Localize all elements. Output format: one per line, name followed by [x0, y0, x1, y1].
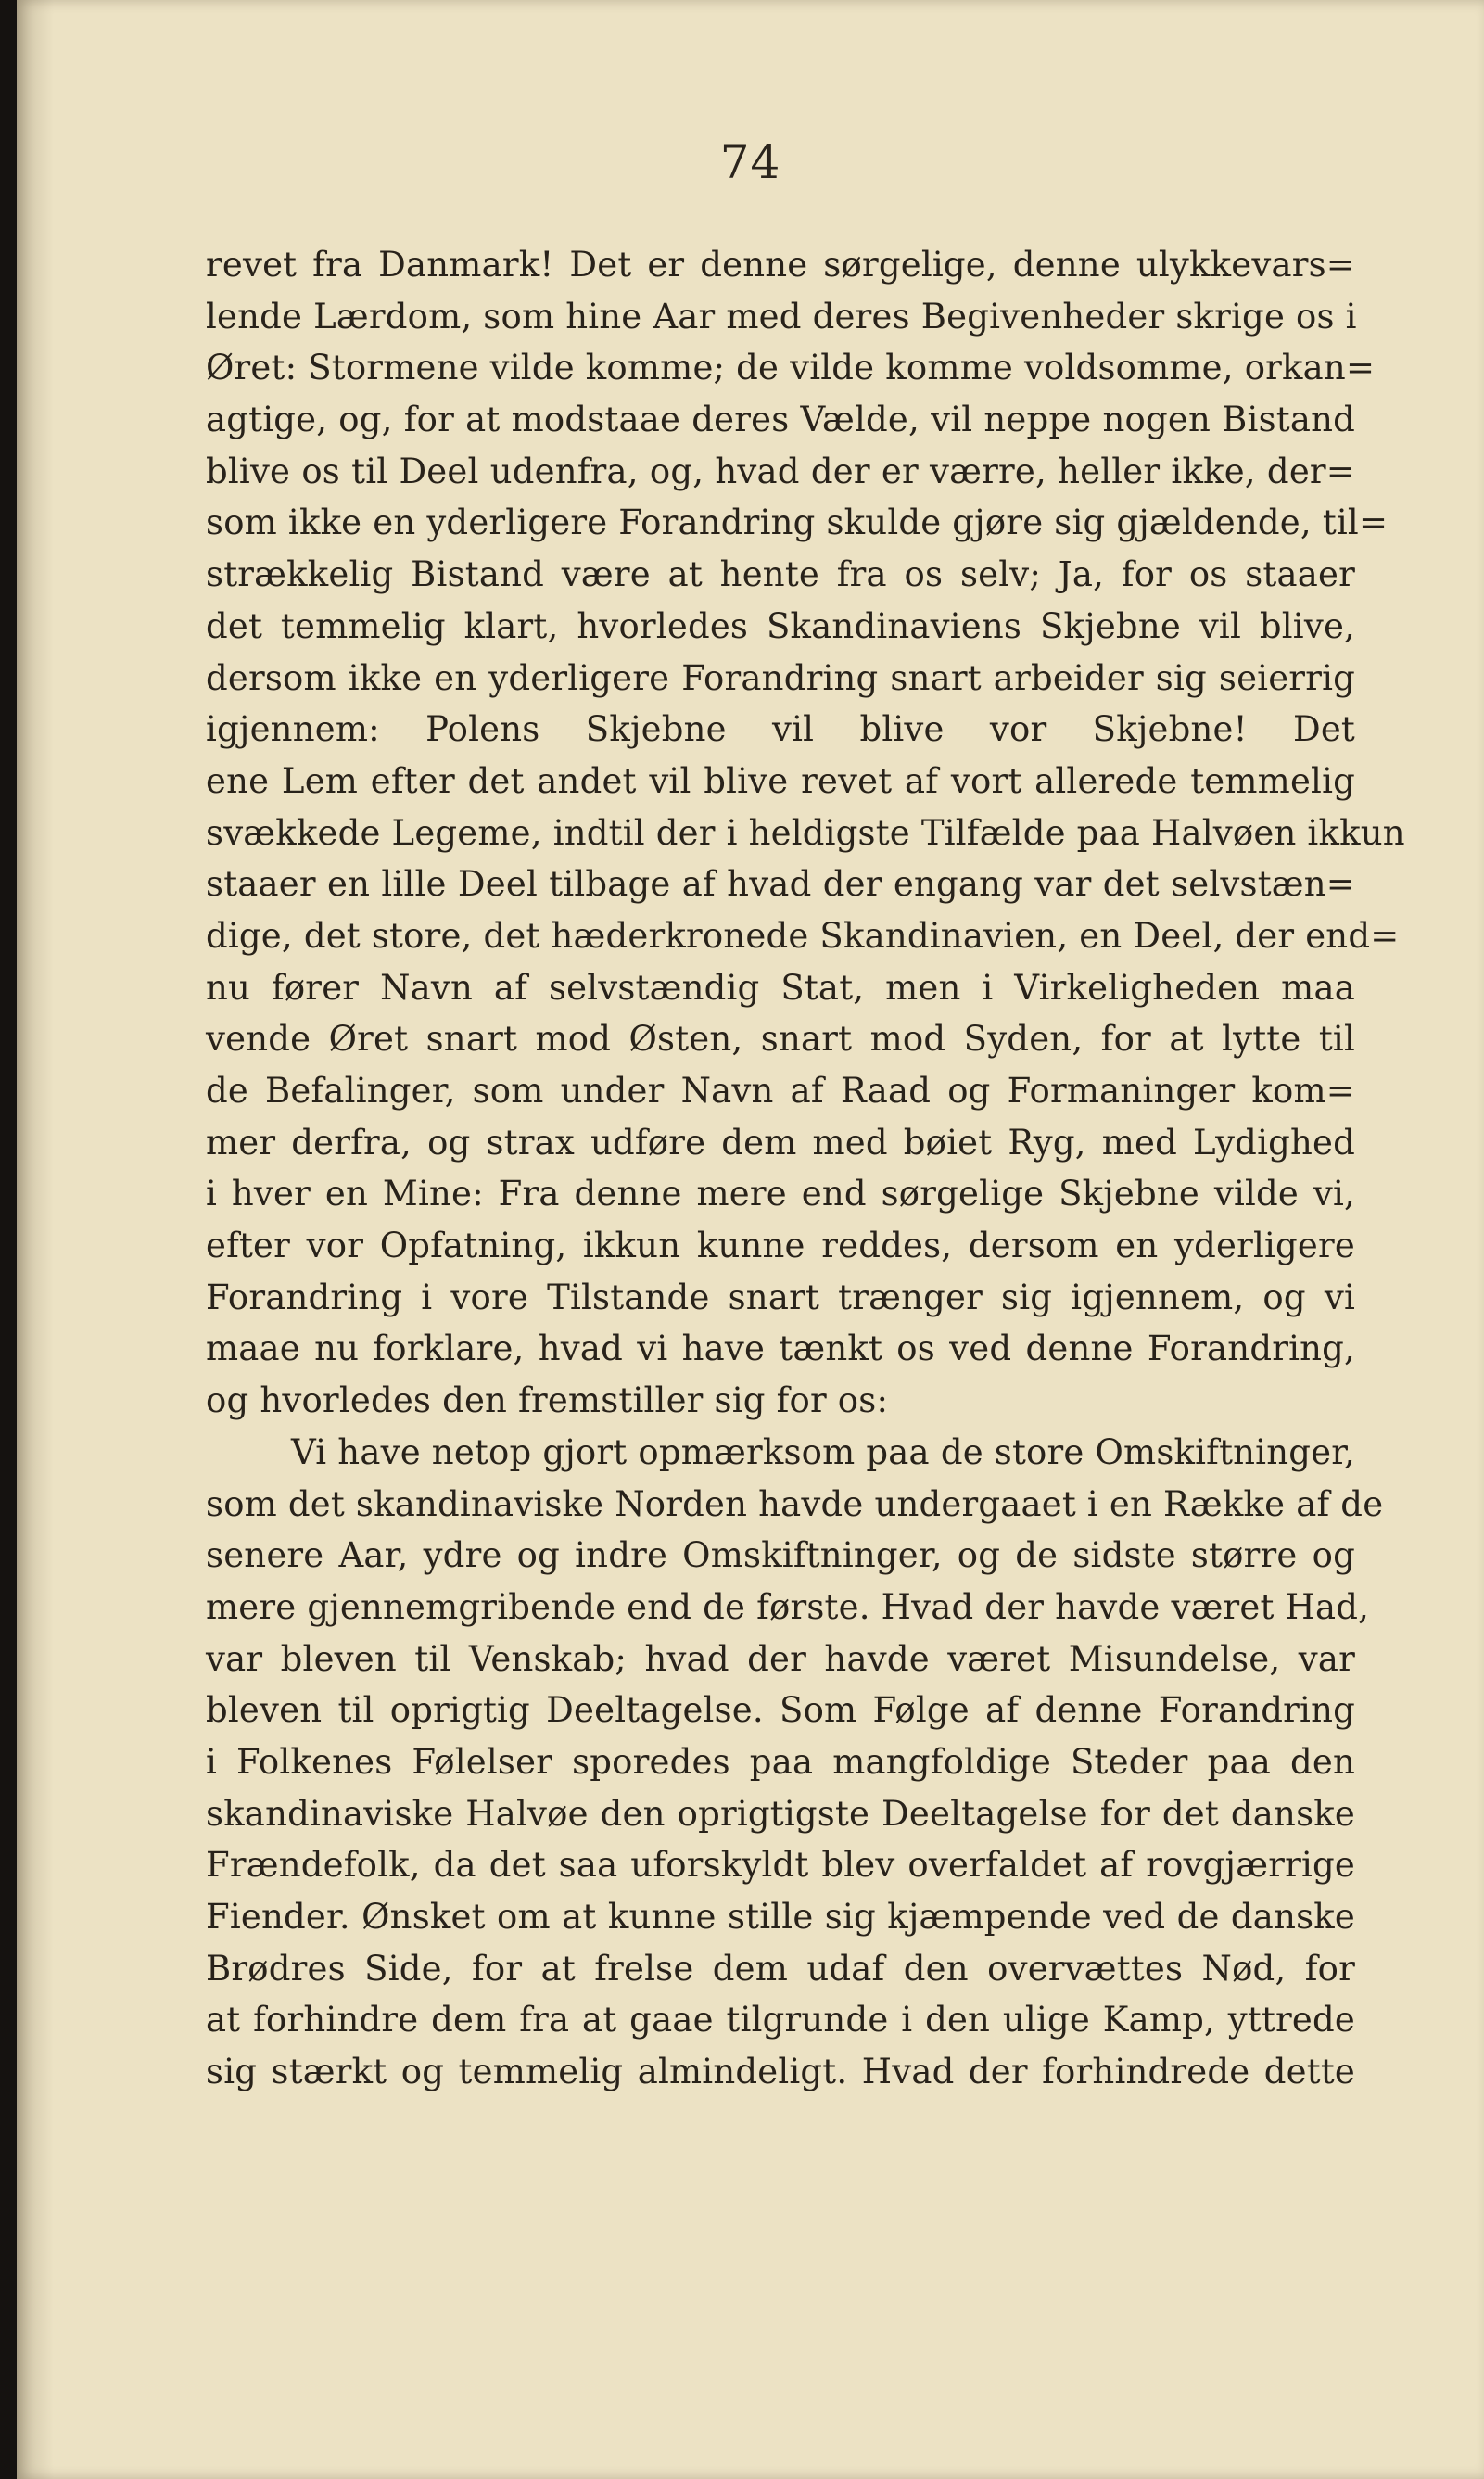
text-line: svækkede Legeme, indtil der i heldigste Tilfælde paa Halvøen ikkun — [206, 812, 1405, 853]
text-line: i hver en Mine: Fra denne mere end sørgelige Skjebne vilde vi, — [206, 1174, 1355, 1214]
text-line: Fiender. Ønsket om at kunne stille sig kjæmpende ved de danske — [206, 1897, 1355, 1937]
paragraph-start-line: Vi have netop gjort opmærksom paa de store Omskiftninger, — [291, 1431, 1355, 1472]
text-line: bleven til oprigtig Deeltagelse. Som Følge af denne Forandring — [206, 1690, 1355, 1731]
body-text — [206, 239, 1405, 2098]
text-line: Forandring i vore Tilstande snart trænger sig igjennem, og vi — [206, 1277, 1355, 1317]
text-line: Brødres Side, for at frelse dem udaf den overvættes Nød, for — [206, 1948, 1355, 1989]
text-line: som ikke en yderligere Forandring skulde gjøre sig gjældende, til= — [206, 502, 1389, 543]
text-line: i Folkenes Følelser sporedes paa mangfoldige Steder paa den — [206, 1741, 1355, 1782]
text-line: som det skandinaviske Norden havde undergaaet i en Række af de — [206, 1483, 1384, 1524]
text-line: Frændefolk, da det saa uforskyldt blev overfaldet af rovgjærrige — [206, 1845, 1355, 1886]
text-line: dige, det store, det hæderkronede Skandinavien, en Deel, der end= — [206, 915, 1400, 956]
book-page — [17, 0, 1484, 2479]
text-line: efter vor Opfatning, ikkun kunne reddes, dersom en yderligere — [206, 1226, 1355, 1266]
text-line: nu fører Navn af selvstændig Stat, men i Virkeligheden maa — [206, 967, 1355, 1008]
text-line: igjennem: Polens Skjebne vil blive vor Skjebne! Det — [206, 709, 1355, 750]
text-line: agtige, og, for at modstaae deres Vælde, vil neppe nogen Bistand — [206, 400, 1355, 440]
text-line: maae nu forklare, hvad vi have tænkt os ved denne Forandring, — [206, 1328, 1355, 1369]
text-line: vende Øret snart mod Østen, snart mod Syden, for at lytte til — [206, 1019, 1355, 1060]
text-line: staaer en lille Deel tilbage af hvad der engang var det selvstæn= — [206, 864, 1355, 905]
text-line: sig stærkt og temmelig almindeligt. Hvad der forhindrede dette — [206, 2052, 1355, 2092]
text-line: var bleven til Venskab; hvad der havde været Misundelse, var — [206, 1638, 1355, 1679]
text-line: det temmelig klart, hvorledes Skandinaviens Skjebne vil blive, — [206, 605, 1355, 646]
text-line: lende Lærdom, som hine Aar med deres Begivenheder skrige os i — [206, 296, 1357, 337]
text-line: strækkelig Bistand være at hente fra os selv; Ja, for os staaer — [206, 554, 1355, 595]
spine-shadow — [17, 0, 54, 2479]
text-line: Øret: Stormene vilde komme; de vilde komme voldsomme, orkan= — [206, 348, 1376, 388]
text-line: skandinaviske Halvøe den oprigtigste Deeltagelse for det danske — [206, 1793, 1355, 1834]
paragraph-end-line: og hvorledes den fremstiller sig for os: — [206, 1380, 889, 1421]
text-line: de Befalinger, som under Navn af Raad og Formaninger kom= — [206, 1071, 1355, 1111]
text-line: mere gjennemgribende end de første. Hvad der havde været Had, — [206, 1586, 1370, 1627]
text-line: ene Lem efter det andet vil blive revet af vort allerede temmelig — [206, 760, 1355, 801]
text-line: blive os til Deel udenfra, og, hvad der er værre, heller ikke, der= — [206, 451, 1355, 491]
page-number: 74 — [719, 135, 781, 189]
text-line: at forhindre dem fra at gaae tilgrunde i den ulige Kamp, yttrede — [206, 2000, 1355, 2040]
text-line: mer derfra, og strax udføre dem med bøiet Ryg, med Lydighed — [206, 1122, 1355, 1163]
text-line: senere Aar, ydre og indre Omskiftninger, og de sidste større og — [206, 1535, 1355, 1576]
text-line: dersom ikke en yderligere Forandring snart arbeider sig seierrig — [206, 657, 1355, 698]
text-line: revet fra Danmark! Det er denne sørgelige, denne ulykkevars= — [206, 245, 1355, 285]
